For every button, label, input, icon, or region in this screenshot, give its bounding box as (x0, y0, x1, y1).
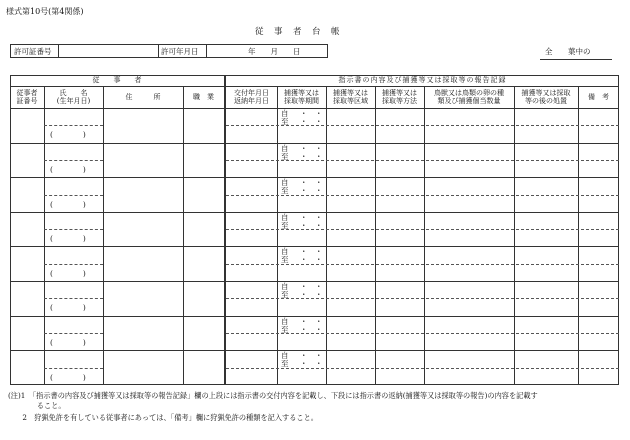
period-to-label: 至 (281, 359, 289, 369)
period-from-date[interactable]: ・ ・ (300, 143, 323, 153)
table-row[interactable] (10, 316, 619, 351)
section-personnel-header: 従 事 者 (92, 76, 142, 85)
page-title: 従 事 者 台 帳 (255, 27, 341, 37)
permit-date-label: 許可年月日 (161, 47, 199, 56)
period-to-label: 至 (281, 324, 289, 334)
birthdate-field[interactable]: ( ) (50, 268, 86, 278)
period-from-label: 自 (281, 351, 289, 361)
note-1-cont: ること。 (8, 401, 66, 410)
total-pages-suffix: 葉中の (568, 47, 591, 56)
birthdate-field[interactable]: ( ) (50, 130, 86, 140)
period-to-date[interactable]: ・ ・ (300, 324, 323, 334)
total-pages-prefix: 全 (545, 47, 553, 56)
period-from-label: 自 (281, 247, 289, 257)
col-header-capture-area: 捕獲等又は 採取等区域 (333, 88, 368, 105)
period-to-date[interactable]: ・ ・ (300, 220, 323, 230)
period-from-date[interactable]: ・ ・ (300, 247, 323, 257)
permit-date-field[interactable]: 年 月 日 (248, 47, 301, 56)
col-header-occupation: 職 業 (193, 92, 214, 101)
period-from-date[interactable]: ・ ・ (300, 178, 323, 188)
table-row[interactable] (10, 281, 619, 316)
col-header-species-quantity: 鳥獣又は鳥類の卵の種 類及び捕獲個当数量 (434, 88, 504, 105)
birthdate-field[interactable]: ( ) (50, 303, 86, 313)
period-from-date[interactable]: ・ ・ (300, 212, 323, 222)
col-header-address: 住 所 (125, 92, 161, 101)
table-row[interactable] (10, 108, 619, 143)
table-row[interactable] (10, 350, 619, 385)
table-row[interactable] (10, 177, 619, 212)
total-pages-underline (540, 59, 612, 60)
birthdate-field[interactable]: ( ) (50, 199, 86, 209)
period-from-label: 自 (281, 282, 289, 291)
period-from-date[interactable]: ・ ・ (300, 282, 323, 291)
period-to-date[interactable]: ・ ・ (300, 359, 323, 369)
col-header-capture-period: 捕獲等又は 採取等期間 (284, 88, 319, 105)
period-to-label: 至 (281, 220, 289, 230)
period-from-label: 自 (281, 316, 289, 326)
period-to-date[interactable]: ・ ・ (300, 255, 323, 265)
note-1: (注)1 「指示書の内容及び捕獲等又は採取等の報告記録」欄の上段には指示書の交付内容を記載し、下段には指示書の返納(捕獲等又は採取等の報告)の内容を記載す (8, 391, 538, 400)
period-from-date[interactable]: ・ ・ (300, 109, 323, 118)
period-to-label: 至 (281, 117, 289, 126)
period-to-date[interactable]: ・ ・ (300, 117, 323, 126)
period-from-label: 自 (281, 212, 289, 222)
period-to-label: 至 (281, 151, 289, 161)
table-row[interactable] (10, 212, 619, 247)
col-header-remarks: 備 考 (588, 92, 609, 101)
table-row[interactable] (10, 143, 619, 178)
period-from-label: 自 (281, 109, 289, 118)
birthdate-field[interactable]: ( ) (50, 337, 86, 347)
birthdate-field[interactable]: ( ) (50, 164, 86, 174)
col-header-issue-return-date: 交付年月日 返納年月日 (234, 88, 269, 105)
form-id: 様式第10号(第4関係) (6, 7, 84, 16)
col-header-name-birthdate: 氏 名 (生年月日) (56, 88, 91, 105)
period-to-date[interactable]: ・ ・ (300, 186, 323, 196)
note-2: 2 狩猟免許を有している従事者にあっては、「備考」欄に狩猟免許の種類を記入すること。 (8, 413, 318, 422)
period-to-label: 至 (281, 186, 289, 196)
permit-number-label: 許可証番号 (14, 47, 52, 56)
section-record-header: 指示書の内容及び捕獲等又は採取等の報告記録 (338, 76, 507, 85)
birthdate-field[interactable]: ( ) (50, 372, 86, 382)
col-header-post-capture-handling: 捕獲等又は採取 等の後の処置 (521, 88, 571, 105)
period-from-label: 自 (281, 143, 289, 153)
period-from-label: 自 (281, 178, 289, 188)
birthdate-field[interactable]: ( ) (50, 234, 86, 244)
period-to-label: 至 (281, 290, 289, 299)
period-from-date[interactable]: ・ ・ (300, 316, 323, 326)
col-header-permit-card-no: 従事者 証番号 (16, 88, 38, 105)
period-to-label: 至 (281, 255, 289, 265)
col-header-capture-method: 捕獲等又は 採取等方法 (382, 88, 417, 105)
period-to-date[interactable]: ・ ・ (300, 151, 323, 161)
period-to-date[interactable]: ・ ・ (300, 290, 323, 299)
period-from-date[interactable]: ・ ・ (300, 351, 323, 361)
table-row[interactable] (10, 246, 619, 281)
